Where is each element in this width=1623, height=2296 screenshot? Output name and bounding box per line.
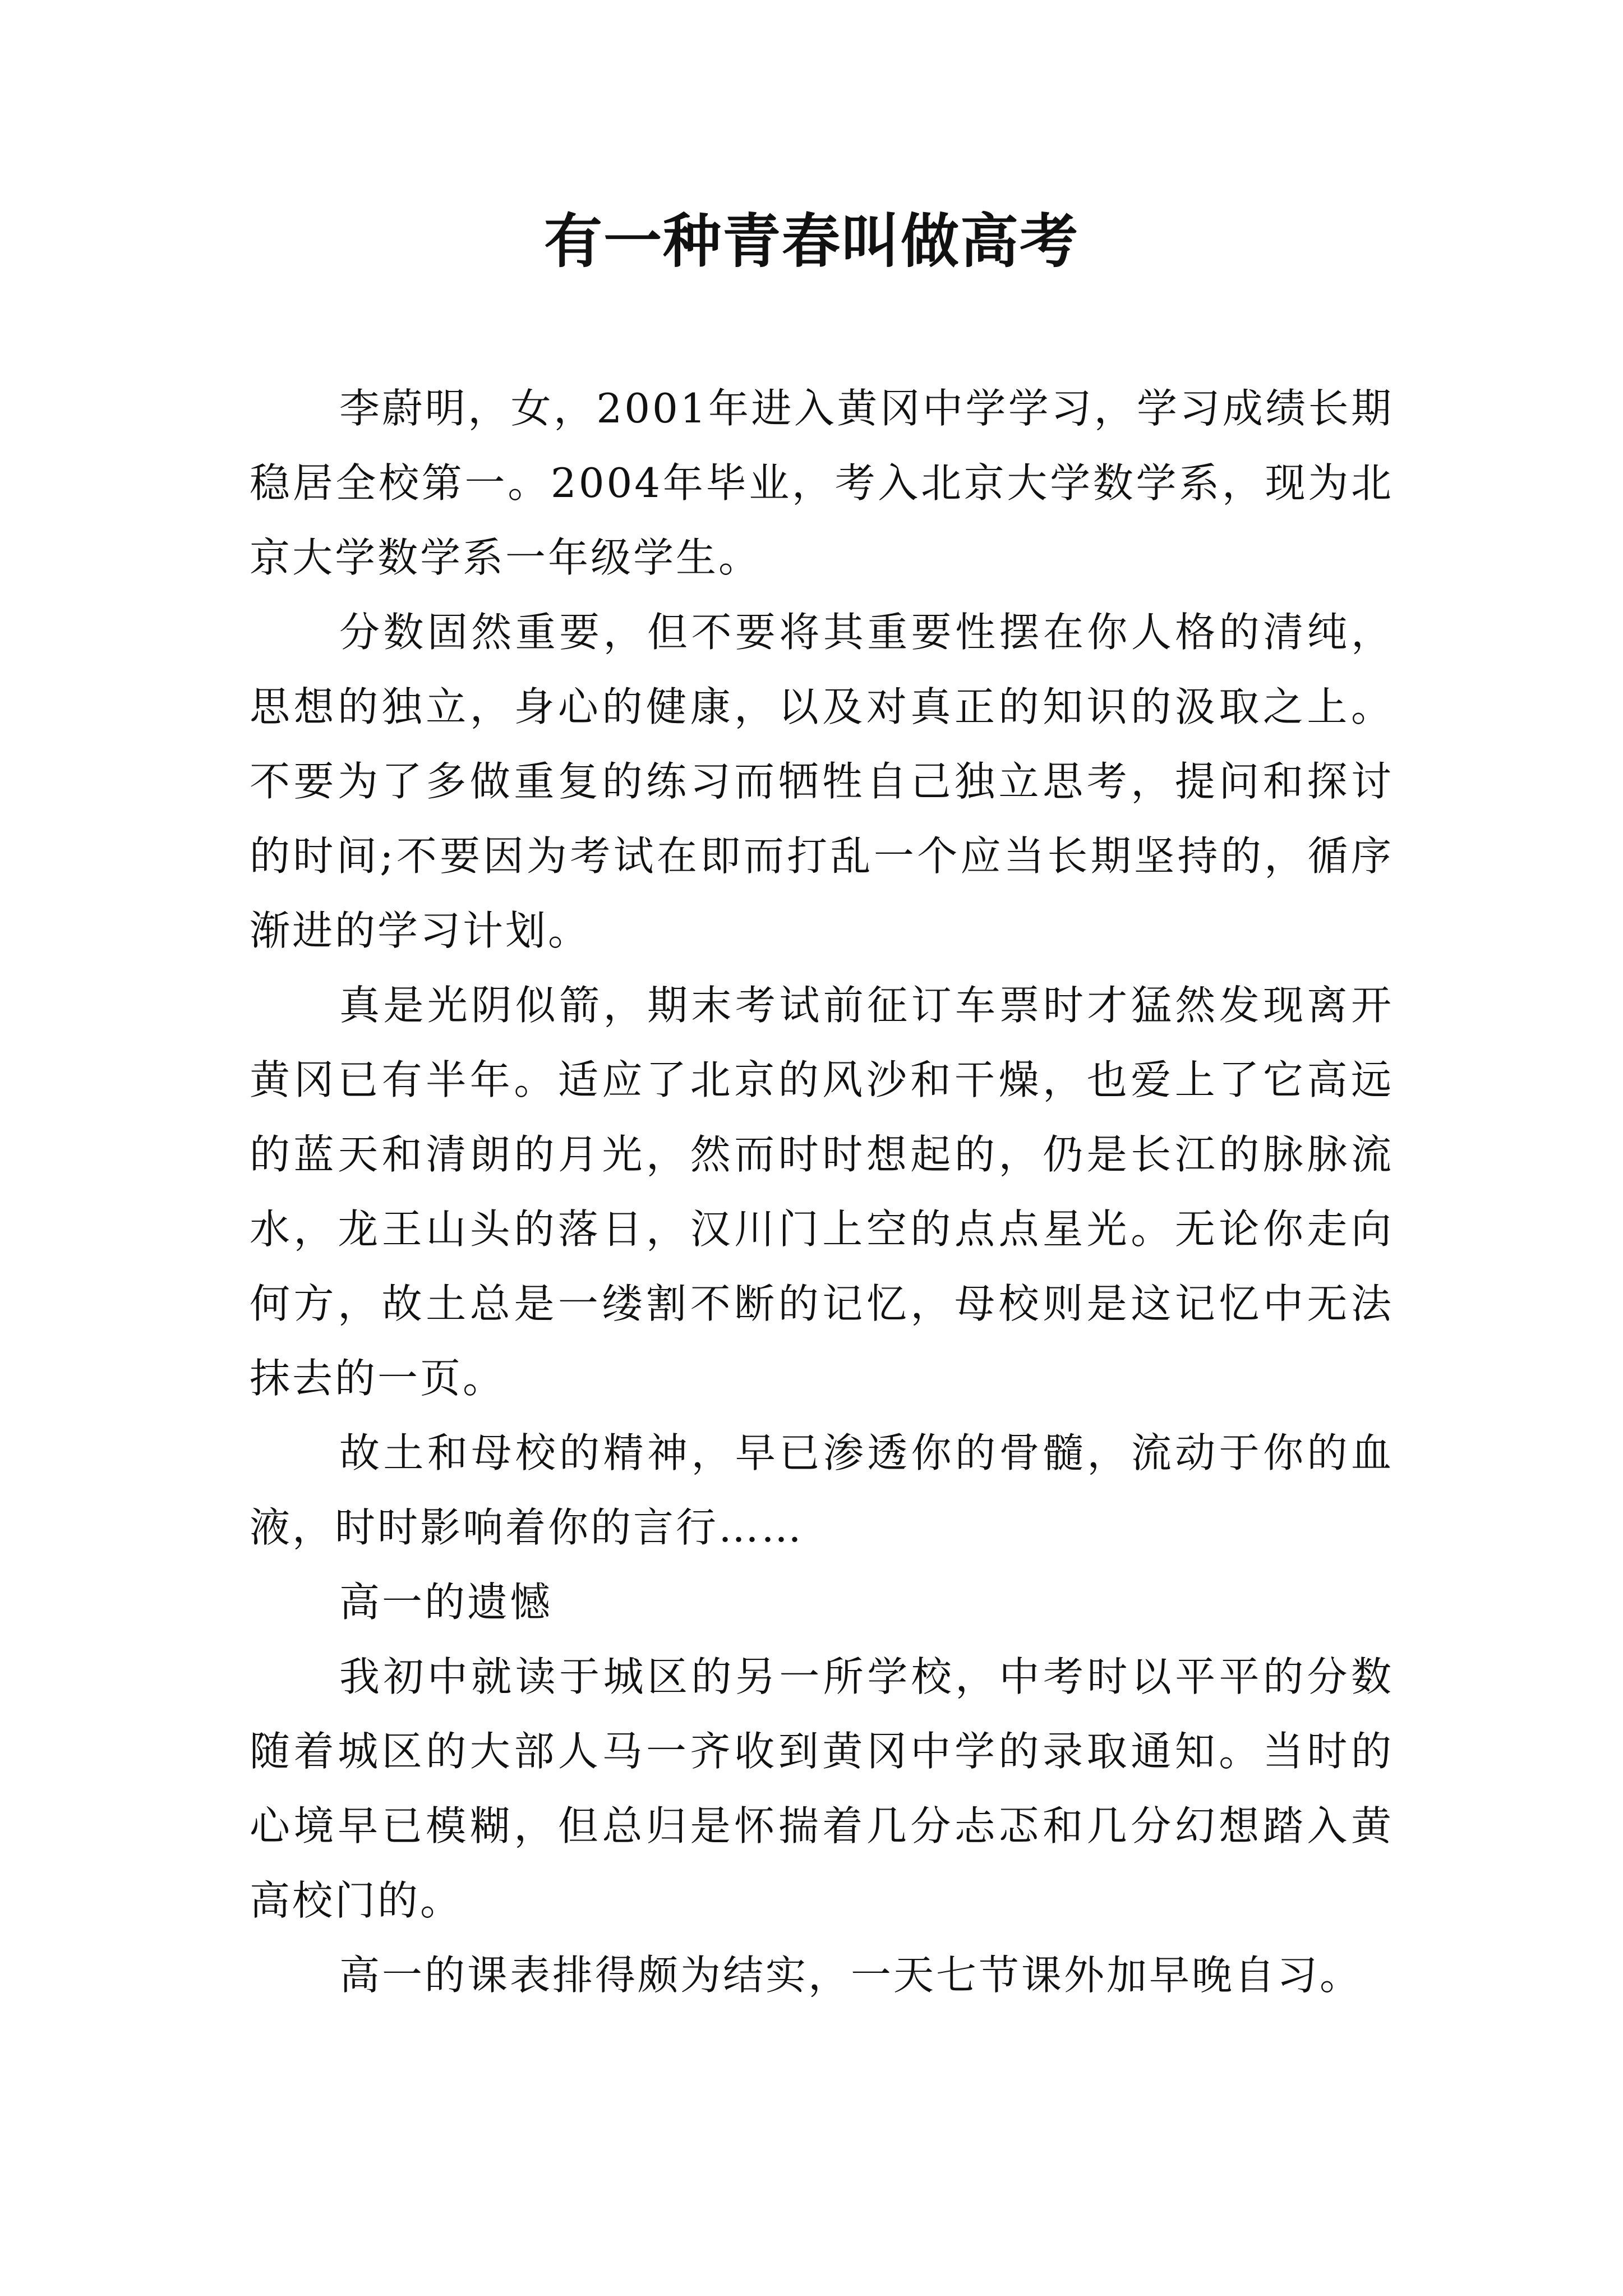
paragraph-advice: 分数固然重要，但不要将其重要性摆在你人格的清纯，思想的独立，身心的健康，以及对真正的知识的汲取之上。不要为了多做重复的练习而牺牲自己独立思考，提问和探讨的时间;不要因为考试在即而打乱一个应当长期坚持的，循序渐进的学习计划。	[250, 609, 1394, 954]
document-body	[250, 371, 1394, 2013]
paragraph-schedule: 高一的课表排得颇为结实，一天七节课外加早晚自习。	[339, 1952, 1363, 1999]
paragraph-memories: 真是光阴似箭，期末考试前征订车票时才猛然发现离开黄冈已有半年。适应了北京的风沙和干燥，也爱上了它高远的蓝天和清朗的月光，然而时时想起的，仍是长江的脉脉流水，龙王山头的落日，汉川门上空的点点星光。无论你走向何方，故土总是一缕割不断的记忆，母校则是这记忆中无法抹去的一页。	[250, 982, 1394, 1402]
paragraph-spirit: 故土和母校的精神，早已渗透你的骨髓，流动于你的血液，时时影响着你的言行……	[250, 1429, 1394, 1551]
document-title: 有一种青春叫做高考	[543, 206, 1079, 275]
paragraph-junior-school: 我初中就读于城区的另一所学校，中考时以平平的分数随着城区的大部人马一齐收到黄冈中学的录取通知。当时的心境早已模糊，但总归是怀揣着几分忐忑和几分幻想踏入黄高校门的。	[250, 1653, 1394, 1924]
section-heading: 高一的遗憾	[339, 1579, 553, 1626]
paragraph-intro: 李蔚明，女，2001年进入黄冈中学学习，学习成绩长期稳居全校第一。2004年毕业，考入北京大学数学系，现为北京大学数学系一年级学生。	[250, 385, 1394, 581]
